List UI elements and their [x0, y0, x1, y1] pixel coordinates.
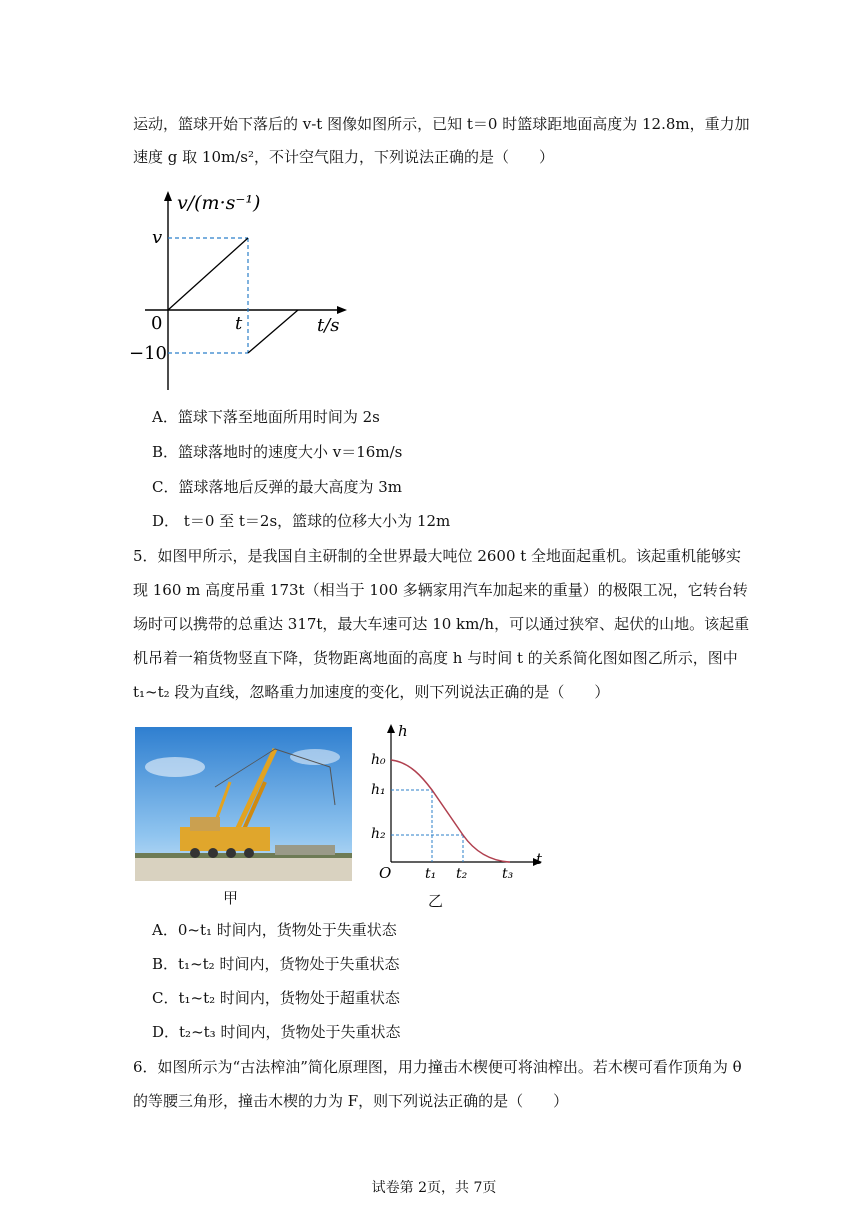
vt-v-label: v [152, 227, 163, 248]
ht-h2-label: h₂ [371, 826, 386, 842]
q5-stem-line-4: 机吊着一箱货物竖直下降，货物距离地面的高度 h 与时间 t 的关系简化图如图乙所示，图中 [133, 649, 738, 667]
q5-stem-line-3: 场时可以携带的总重达 317t，最大车速可达 10 km/h，可以通过狭窄、起伏的山地。该起重 [133, 615, 750, 633]
crane-photo [135, 727, 352, 881]
caption-yi: 乙 [428, 892, 444, 910]
q4-option-a: A．篮球下落至地面所用时间为 2s [152, 408, 380, 426]
q4-stem-line-2: 速度 g 取 10m/s²，不计空气阻力，下列说法正确的是（ ） [133, 148, 554, 166]
ht-t2-label: t₂ [456, 866, 468, 882]
page-footer: 试卷第 2页，共 7页 [371, 1180, 497, 1196]
vt-x-axis-label: t/s [317, 315, 340, 336]
ht-curve [391, 760, 510, 862]
q5-stem-line-5: t₁~t₂ 段为直线，忽略重力加速度的变化，则下列说法正确的是（ ） [133, 683, 610, 701]
ht-t3-label: t₃ [502, 866, 514, 882]
vt-fall-line [168, 238, 248, 310]
ht-h0-label: h₀ [371, 752, 386, 768]
vt-neg-label: −10 [129, 343, 167, 364]
q5-option-d: D．t₂~t₃ 时间内，货物处于失重状态 [152, 1023, 401, 1041]
ht-origin-label: O [379, 864, 392, 882]
q5-stem-line-1: 5．如图甲所示，是我国自主研制的全世界最大吨位 2600 t 全地面起重机。该起重机能够实 [133, 547, 742, 565]
q5-option-c: C．t₁~t₂ 时间内，货物处于超重状态 [152, 989, 400, 1007]
q6-stem-line-2: 的等腰三角形，撞击木楔的力为 F，则下列说法正确的是（ ） [133, 1092, 569, 1110]
q4-stem-line-1: 运动，篮球开始下落后的 v-t 图像如图所示，已知 t＝0 时篮球距地面高度为 12.8m，重力加 [133, 115, 750, 133]
q5-option-a: A．0~t₁ 时间内，货物处于失重状态 [152, 921, 397, 939]
q4-option-d: D． t＝0 至 t＝2s，篮球的位移大小为 12m [152, 512, 451, 530]
q4-option-b: B．篮球落地时的速度大小 v＝16m/s [152, 443, 403, 461]
vt-t-label: t [235, 313, 243, 334]
ht-x-axis-label: t [536, 850, 543, 868]
caption-jia: 甲 [223, 889, 239, 907]
vt-y-axis-label: v/(m·s⁻¹) [177, 192, 261, 214]
ht-graph [365, 720, 545, 890]
q4-option-c: C．篮球落地后反弹的最大高度为 3m [152, 478, 403, 496]
vt-rebound-line [248, 310, 298, 353]
vt-y-arrow [164, 191, 172, 201]
ht-y-arrow [387, 724, 395, 733]
q5-option-b: B．t₁~t₂ 时间内，货物处于失重状态 [152, 955, 400, 973]
vt-graph [125, 185, 355, 395]
q5-stem-line-2: 现 160 m 高度吊重 173t（相当于 100 多辆家用汽车加起来的重量）的极限工况，它转台转 [133, 581, 748, 599]
ht-t1-label: t₁ [425, 866, 437, 882]
vt-origin-label: 0 [151, 313, 163, 334]
q6-stem-line-1: 6．如图所示为“古法榨油”简化原理图，用力撞击木楔便可将油榨出。若木楔可看作顶角为 θ [133, 1058, 742, 1076]
vt-x-arrow [337, 306, 347, 314]
ht-y-axis-label: h [398, 722, 408, 740]
ht-h1-label: h₁ [371, 782, 386, 798]
